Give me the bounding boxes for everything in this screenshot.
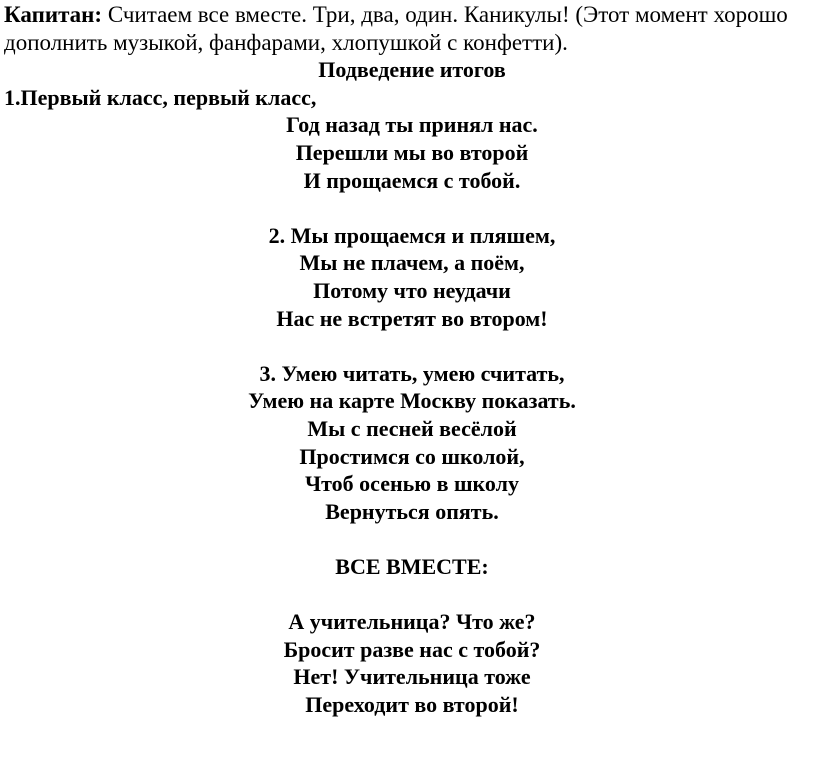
section-heading: Подведение итогов [318,57,506,83]
chorus-title: ВСЕ ВМЕСТЕ: [335,553,489,579]
verse-line: 3. Умею читать, умею считать, [259,360,565,386]
verse-line: Потому что неудачи [313,277,511,303]
verse-line: Мы не плачем, а поём, [299,250,525,276]
stanza-1 [4,111,816,194]
verse-line: А учительница? Что же? [288,609,536,635]
verse-line: Мы с песней весёлой [307,415,517,441]
verse-line: Год назад ты принял нас. [286,112,538,138]
verse-line: Умею на карте Москву показать. [248,388,576,414]
blank-line [4,525,816,553]
blank-line [4,194,816,222]
chorus-stanza [4,608,816,718]
stanza1-first-line: 1.Первый класс, первый класс, [4,84,317,110]
blank-line [4,332,816,360]
verse-line: Нас не встретят во втором! [276,305,548,331]
speaker-label: Капитан: [4,2,103,27]
verse-line: 2. Мы прощаемся и пляшем, [268,222,556,248]
verse-line: Вернуться опять. [325,498,499,524]
verse-line: Бросит разве нас с тобой? [283,636,541,662]
verse-line: Перешли мы во второй [295,139,529,165]
intro-text: Считаем все вместе. Три, два, один. Каникулы! (Этот момент хорошо дополнить музыкой, фанфарами, хлопушкой с конфетти). [4,2,788,55]
verse-line: Чтоб осенью в школу [305,471,519,497]
blank-line [4,580,816,608]
verse-line: Простимся со школой, [299,443,525,469]
stanza-2 [4,222,816,332]
intro-paragraph [4,1,804,56]
verse-line: И прощаемся с тобой. [303,167,521,193]
verse-line: Переходит во второй! [305,691,519,717]
stanza-3 [4,360,816,526]
verse-line: Нет! Учительница тоже [293,664,531,690]
